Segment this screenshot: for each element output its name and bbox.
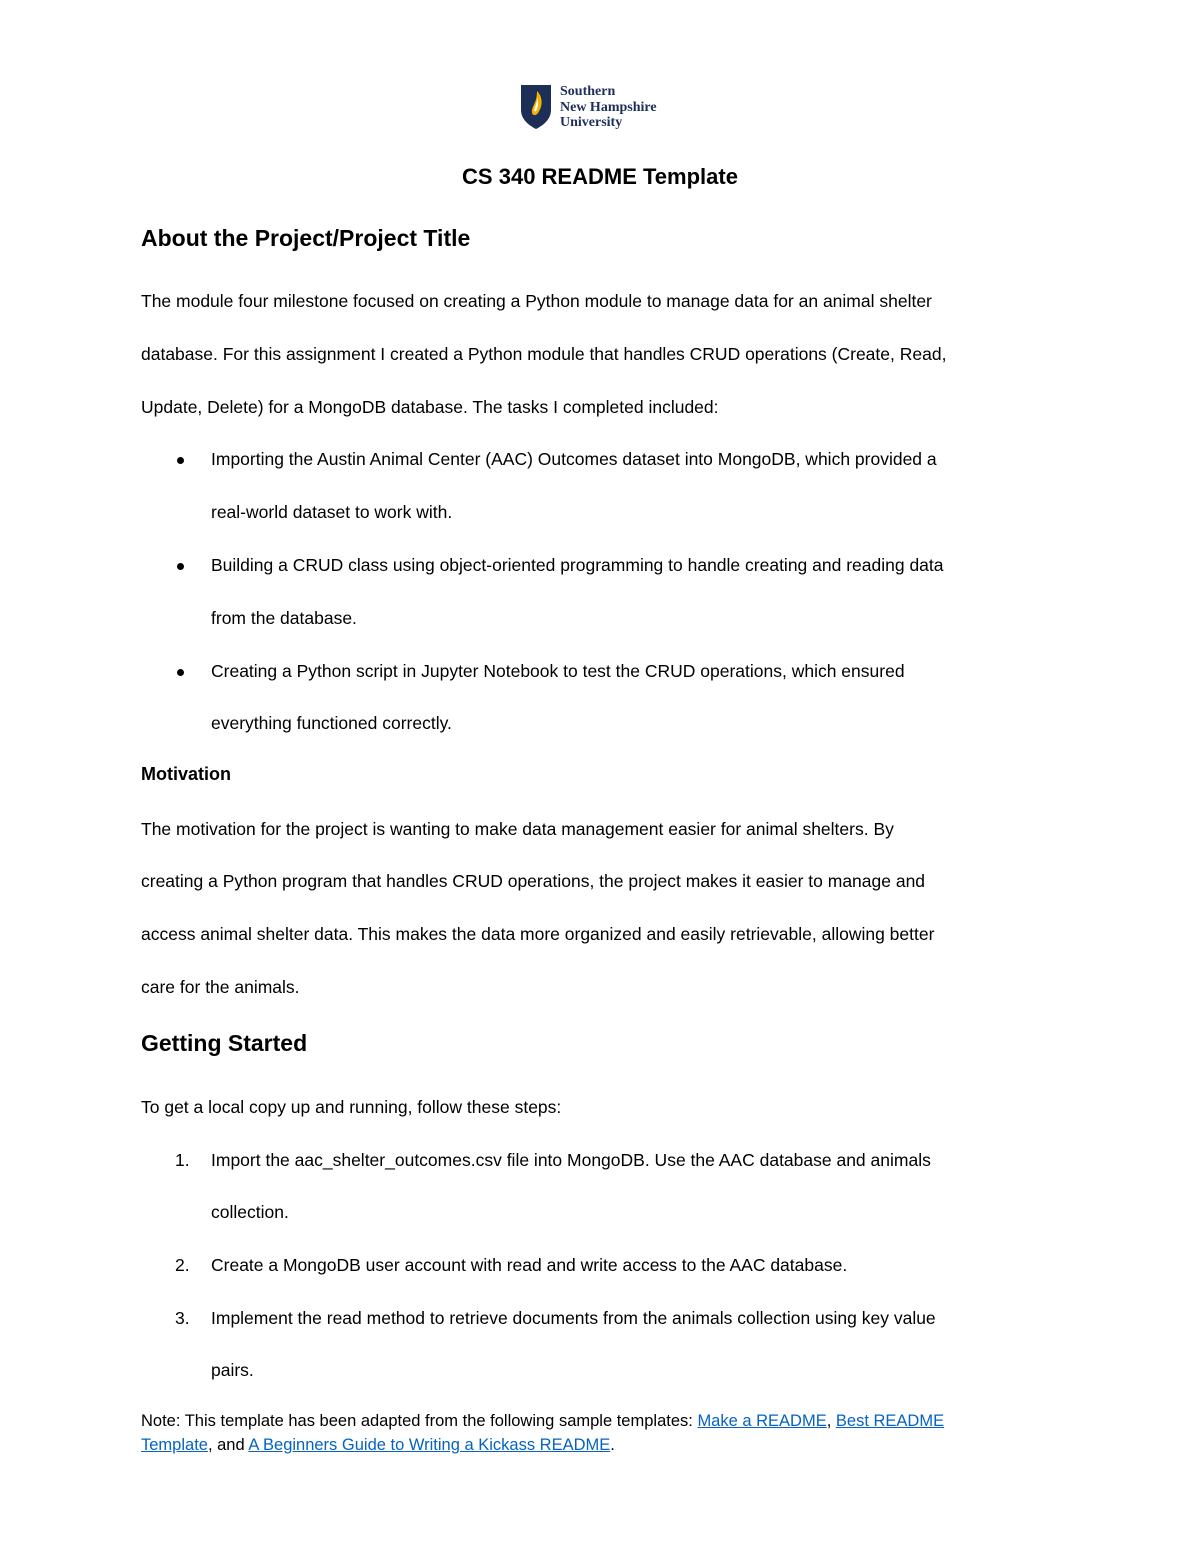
bullet-line: everything functioned correctly. [211, 713, 452, 733]
step-line: Create a MongoDB user account with read and write access to the AAC database. [211, 1255, 848, 1275]
bullet-dot [177, 563, 184, 570]
about-heading: About the Project/Project Title [141, 225, 471, 251]
logo-line-3: University [560, 115, 623, 130]
snhu-shield-flame-icon [520, 84, 552, 130]
bullet-dot [177, 457, 184, 464]
best-readme-link-text: Best README Template [141, 1412, 945, 1454]
note-suffix: . [610, 1436, 615, 1454]
beginners-guide-link[interactable]: A Beginners Guide to Writing a Kickass README [248, 1436, 611, 1454]
bullet-line: real-world dataset to work with. [211, 502, 453, 522]
logo-wordmark [560, 84, 657, 131]
bullet-line: Building a CRUD class using object-oriented programming to handle creating and reading data [211, 555, 944, 575]
document-title: CS 340 README Template [462, 164, 738, 189]
bullet-line: from the database. [211, 608, 357, 628]
logo-line-2: New Hampshire [560, 99, 657, 115]
step-line: collection. [211, 1202, 289, 1222]
make-a-readme-link[interactable]: Make a README [697, 1412, 827, 1430]
step-line: pairs. [211, 1360, 254, 1380]
note-prefix: Note: This template has been adapted from the following sample templates: [141, 1412, 698, 1430]
motivation-heading: Motivation [141, 764, 231, 784]
step-line: Implement the read method to retrieve documents from the animals collection using key value [211, 1308, 936, 1328]
bullet-dot [177, 669, 184, 676]
step-number: 1. [175, 1150, 190, 1170]
template-note [141, 1409, 944, 1457]
step-number: 3. [175, 1308, 190, 1328]
step-number: 2. [175, 1255, 190, 1275]
getting-started-heading: Getting Started [141, 1030, 308, 1056]
motivation-paragraph-line: care for the animals. [141, 977, 300, 997]
note-separator: , and [207, 1436, 249, 1454]
about-paragraph-line: database. For this assignment I created a Python module that handles CRUD operations (Create, Read, [141, 344, 947, 364]
university-logo [520, 84, 657, 131]
getting-started-intro: To get a local copy up and running, follow these steps: [141, 1097, 562, 1117]
motivation-paragraph-line: access animal shelter data. This makes the data more organized and easily retrievable, allowing better [141, 924, 935, 944]
about-paragraph-line: Update, Delete) for a MongoDB database. The tasks I completed included: [141, 397, 719, 417]
step-line: Import the aac_shelter_outcomes.csv file into MongoDB. Use the AAC database and animals [211, 1150, 931, 1170]
note-separator: , [826, 1412, 836, 1430]
bullet-line: Creating a Python script in Jupyter Notebook to test the CRUD operations, which ensured [211, 661, 905, 681]
bullet-line: Importing the Austin Animal Center (AAC) Outcomes dataset into MongoDB, which provided a [211, 449, 937, 469]
about-paragraph-line: The module four milestone focused on creating a Python module to manage data for an animal shelter [141, 291, 932, 311]
motivation-paragraph-line: The motivation for the project is wanting to make data management easier for animal shelters. By [141, 819, 894, 839]
logo-line-1: Southern [560, 84, 616, 99]
motivation-paragraph-line: creating a Python program that handles CRUD operations, the project makes it easier to manage and [141, 871, 926, 891]
